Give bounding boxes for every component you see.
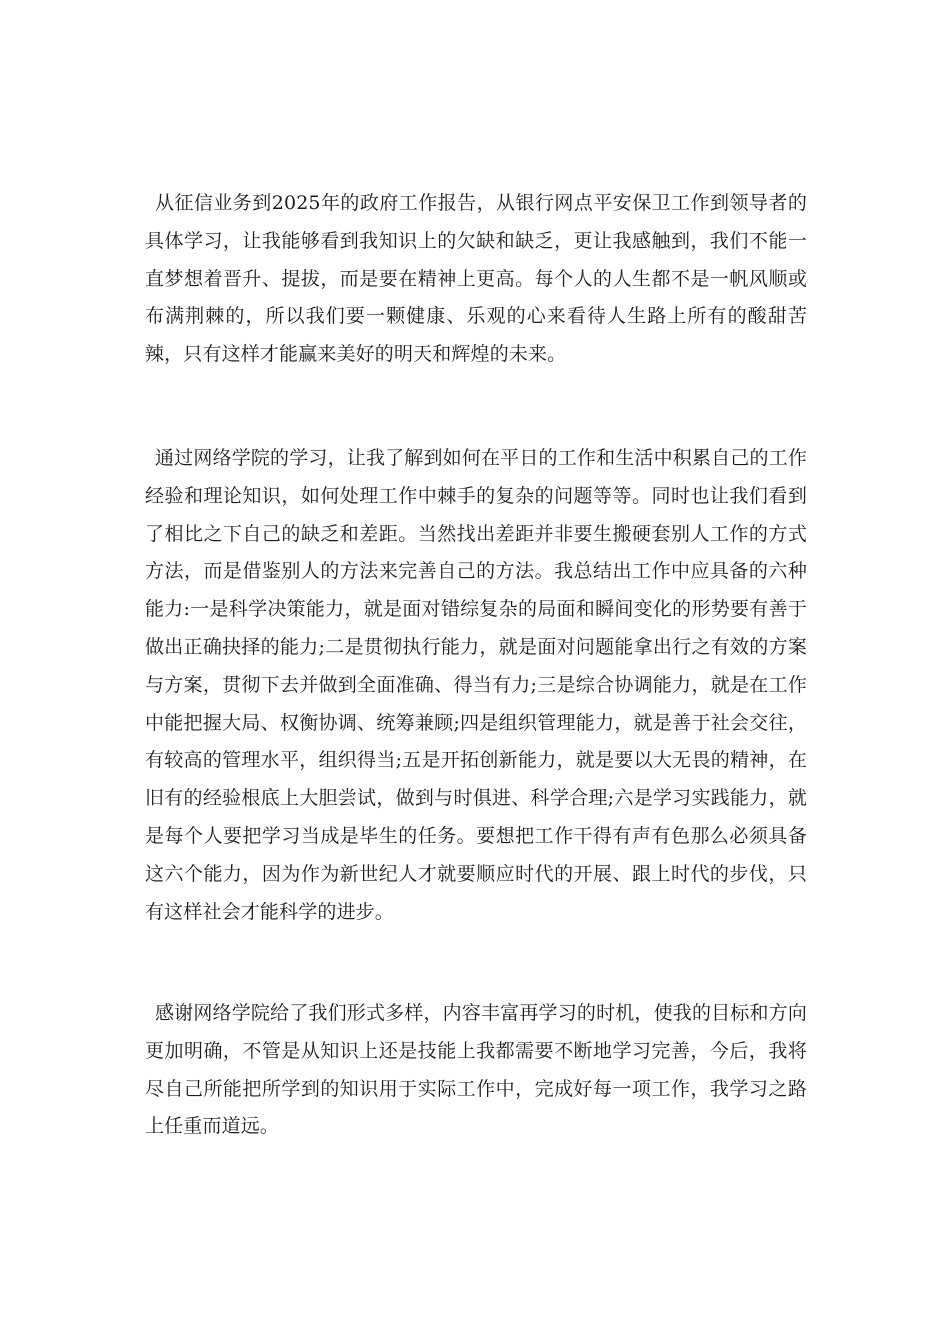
paragraph-3: 感谢网络学院给了我们形式多样，内容丰富再学习的时机，使我的目标和方向更加明确，不管是从知识上还是技能上我都需要不断地学习完善，今后，我将尽自己所能把所学到的知识用于实际工作中，完成好每一项工作，我学习之路上任重而道远。 [145, 1002, 807, 1138]
paragraph-2: 通过网络学院的学习，让我了解到如何在平日的工作和生活中积累自己的工作经验和理论知识，如何处理工作中棘手的复杂的问题等等。同时也让我们看到了相比之下自己的缺乏和差距。当然找出差距并非要生搬硬套别人工作的方式方法，而是借鉴别人的方法来完善自己的方法。我总结出工作中应具备的六种能力:一是科学决策能力，就是面对错综复杂的局面和瞬间变化的形势要有善于做出正确抉择的能力;二是贯彻执行能力，就是面对问题能拿出行之有效的方案与方案，贯彻下去并做到全面准确、得当有力;三是综合协调能力，就是在工作中能把握大局、权衡协调、统筹兼顾;四是组织管理能力，就是善于社会交往，有较高的管理水平，组织得当;五是开拓创新能力，就是要以大无畏的精神，在旧有的经验根底上大胆尝试，做到与时俱进、科学合理;六是学习实践能力，就是每个人要把学习当成是毕生的任务。要想把工作干得有声有色那么必须具备这六个能力，因为作为新世纪人才就要顺应时代的开展、跟上时代的步伐，只有这样社会才能科学的进步。 [145, 447, 807, 923]
paragraph-1: 从征信业务到2025年的政府工作报告，从银行网点平安保卫工作到领导者的具体学习，让我能够看到我知识上的欠缺和缺乏，更让我感触到，我们不能一直梦想着晋升、提拔，而是要在精神上更高。每个人的人生都不是一帆风顺或布满荆棘的，所以我们要一颗健康、乐观的心来看待人生路上所有的酸甜苦辣，只有这样才能赢来美好的明天和辉煌的未来。 [145, 192, 807, 366]
